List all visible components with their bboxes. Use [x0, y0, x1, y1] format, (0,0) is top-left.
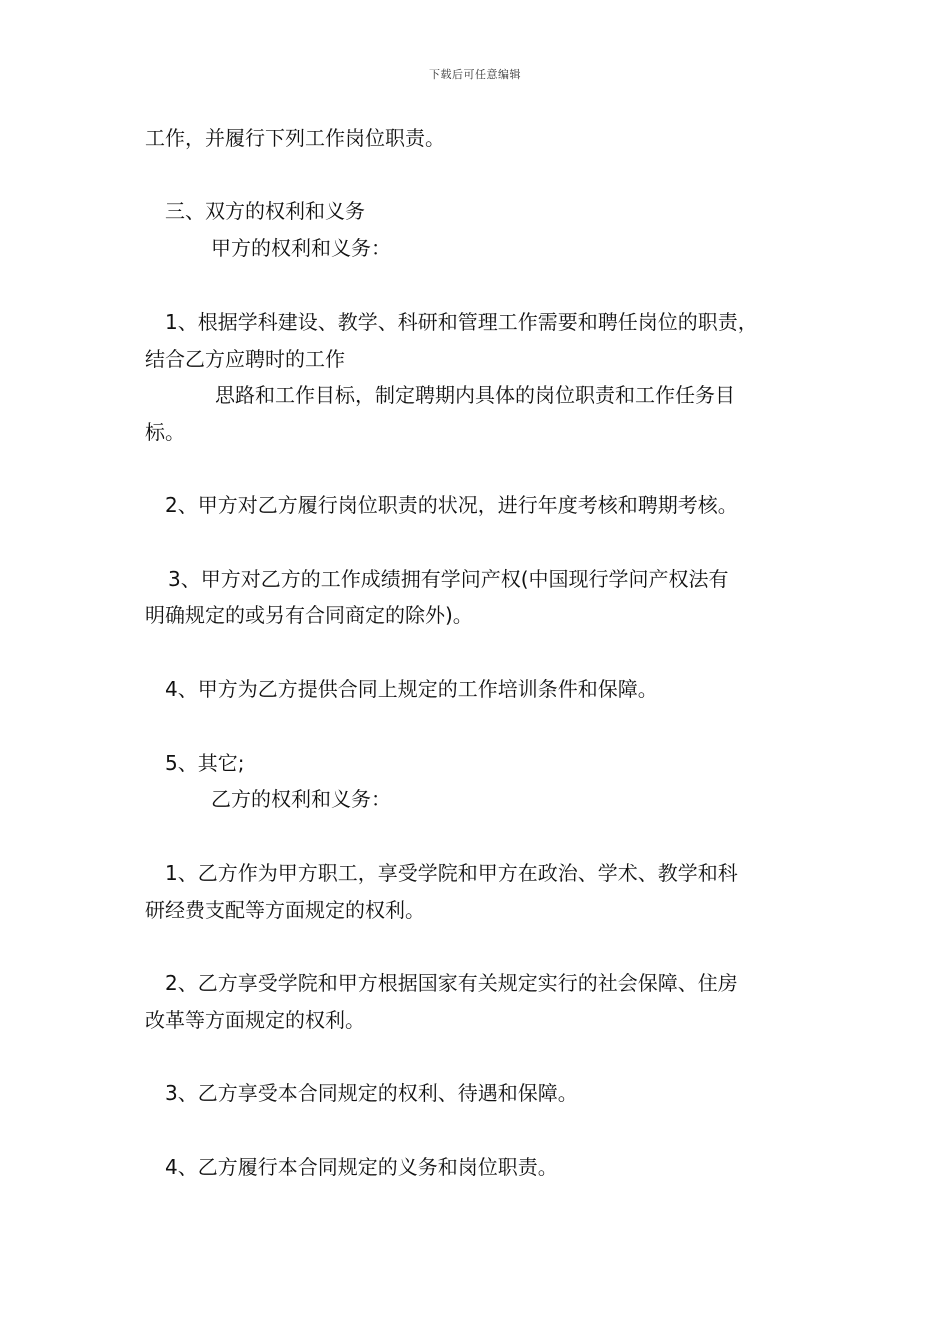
party-b-item-4: 4、乙方履行本合同规定的义务和岗位职责。 — [165, 1155, 558, 1179]
party-a-item-3-line-2: 明确规定的或另有合同商定的除外)。 — [145, 603, 473, 627]
party-a-item-2: 2、甲方对乙方履行岗位职责的状况，进行年度考核和聘期考核。 — [165, 493, 738, 517]
party-b-item-1-line-1: 1、乙方作为甲方职工，享受学院和甲方在政治、学术、教学和科 — [165, 861, 738, 885]
section-heading-rights-obligations: 三、双方的权利和义务 — [165, 199, 365, 223]
subheading-party-b: 乙方的权利和义务： — [211, 787, 391, 811]
party-b-item-2-line-2: 改革等方面规定的权利。 — [145, 1008, 365, 1032]
header-note: 下载后可任意编辑 — [429, 68, 521, 81]
party-a-item-4: 4、甲方为乙方提供合同上规定的工作培训条件和保障。 — [165, 677, 658, 701]
party-a-item-1-line-4: 标。 — [145, 420, 185, 444]
party-b-item-3: 3、乙方享受本合同规定的权利、待遇和保障。 — [165, 1081, 578, 1105]
party-b-item-2-line-1: 2、乙方享受学院和甲方根据国家有关规定实行的社会保障、住房 — [165, 971, 738, 995]
party-a-item-1-line-1: 1、根据学科建设、教学、科研和管理工作需要和聘任岗位的职责， — [165, 310, 758, 334]
party-b-item-1-line-2: 研经费支配等方面规定的权利。 — [145, 898, 425, 922]
text-line-continuation: 工作，并履行下列工作岗位职责。 — [145, 126, 445, 150]
party-a-item-1-line-2: 结合乙方应聘时的工作 — [145, 347, 345, 371]
party-a-item-1-line-3: 思路和工作目标，制定聘期内具体的岗位职责和工作任务目 — [215, 383, 735, 407]
party-a-item-5: 5、其它; — [165, 751, 245, 775]
party-a-item-3-line-1: 3、甲方对乙方的工作成绩拥有学问产权(中国现行学问产权法有 — [168, 567, 729, 591]
subheading-party-a: 甲方的权利和义务： — [211, 236, 391, 260]
